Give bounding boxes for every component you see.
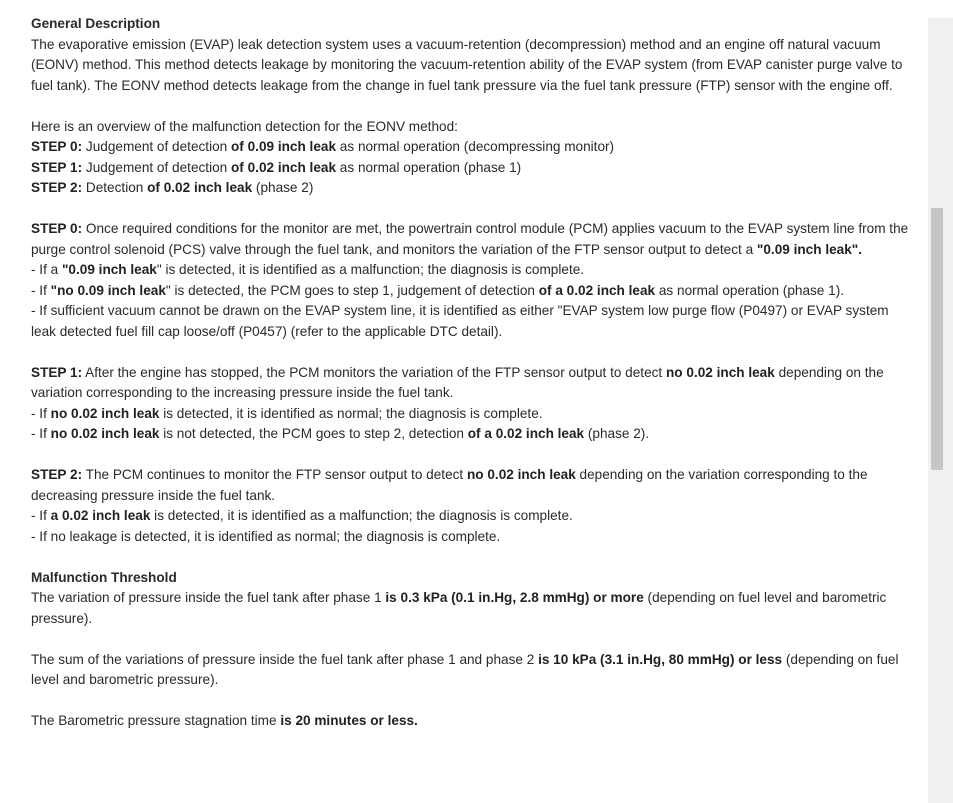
step2-bullet: - If a 0.02 inch leak is detected, it is identified as a malfunction; the diagnosis is complete. (31, 508, 573, 523)
step2-bullet: - If no leakage is detected, it is identified as normal; the diagnosis is complete. (31, 528, 501, 544)
threshold-stagnation: The Barometric pressure stagnation time is 20 minutes or less. (31, 713, 418, 728)
general-description-heading: General Description (31, 16, 161, 31)
overview-intro: Here is an overview of the malfunction detection for the EONV method: (31, 118, 458, 134)
step0-bullet: - If a "0.09 inch leak" is detected, it is identified as a malfunction; the diagnosis is complete. (31, 262, 585, 277)
step0-bullet: - If "no 0.09 inch leak" is detected, the PCM goes to step 1, judgement of detection of a 0.02 inch leak as normal operation (phase 1). (31, 282, 844, 298)
step0-bullet: - If sufficient vacuum cannot be drawn on the EVAP system line, it is identified as either "EVAP system low purge flow (P0497) or EVAP system leak detected fuel fill cap loose/off (P0457) (refer to the applicable DTC detail). (31, 303, 889, 339)
overview-step-0: STEP 0: Judgement of detection of 0.09 inch leak as normal operation (decompressing monitor) (31, 139, 615, 154)
general-description-text: The evaporative emission (EVAP) leak detection system uses a vacuum-retention (decompression) method and an engine off natural vacuum (EONV) method. This method detects leakage by monitoring the vacuum-retention ability of the EVAP system (from EVAP canister purge valve to fuel tank). The EONV method detects leakage from the change in fuel tank pressure via the fuel tank pressure (FTP) sensor with the engine off. (31, 36, 903, 93)
step0-description: STEP 0: Once required conditions for the monitor are met, the powertrain control module (PCM) applies vacuum to the EVAP system line from the purge control solenoid (PCS) valve through the fuel tank, and monitors the variation of the FTP sensor output to detect a "0.09 inch leak". (31, 221, 909, 257)
step1-bullet: - If no 0.02 inch leak is detected, it is identified as normal; the diagnosis is complete. (31, 405, 543, 421)
step1-description: STEP 1: After the engine has stopped, the PCM monitors the variation of the FTP sensor output to detect no 0.02 inch leak depending on the variation corresponding to the increasing pressure inside the fuel tank. (31, 364, 884, 400)
overview-step-2: STEP 2: Detection of 0.02 inch leak (phase 2) (31, 180, 314, 195)
overview-step-1: STEP 1: Judgement of detection of 0.02 inch leak as normal operation (phase 1) (31, 159, 522, 175)
step1-bullet: - If no 0.02 inch leak is not detected, the PCM goes to step 2, detection of a 0.02 inch leak (phase 2). (31, 426, 650, 441)
malfunction-threshold-heading: Malfunction Threshold (31, 569, 177, 585)
scrollbar-top-cap (928, 0, 953, 18)
document-content (31, 14, 915, 732)
vertical-scrollbar[interactable] (928, 0, 953, 803)
threshold-phase2: The sum of the variations of pressure inside the fuel tank after phase 1 and phase 2 is 10 kPa (3.1 in.Hg, 80 mmHg) or less (depending on fuel level and barometric pressure). (31, 651, 899, 687)
scrollbar-thumb[interactable] (931, 208, 943, 470)
threshold-phase1: The variation of pressure inside the fuel tank after phase 1 is 0.3 kPa (0.1 in.Hg, 2.8 mmHg) or more (depending on fuel level and barometric pressure). (31, 590, 887, 626)
step2-description: STEP 2: The PCM continues to monitor the FTP sensor output to detect no 0.02 inch leak depending on the variation corresponding to the decreasing pressure inside the fuel tank. (31, 467, 868, 503)
